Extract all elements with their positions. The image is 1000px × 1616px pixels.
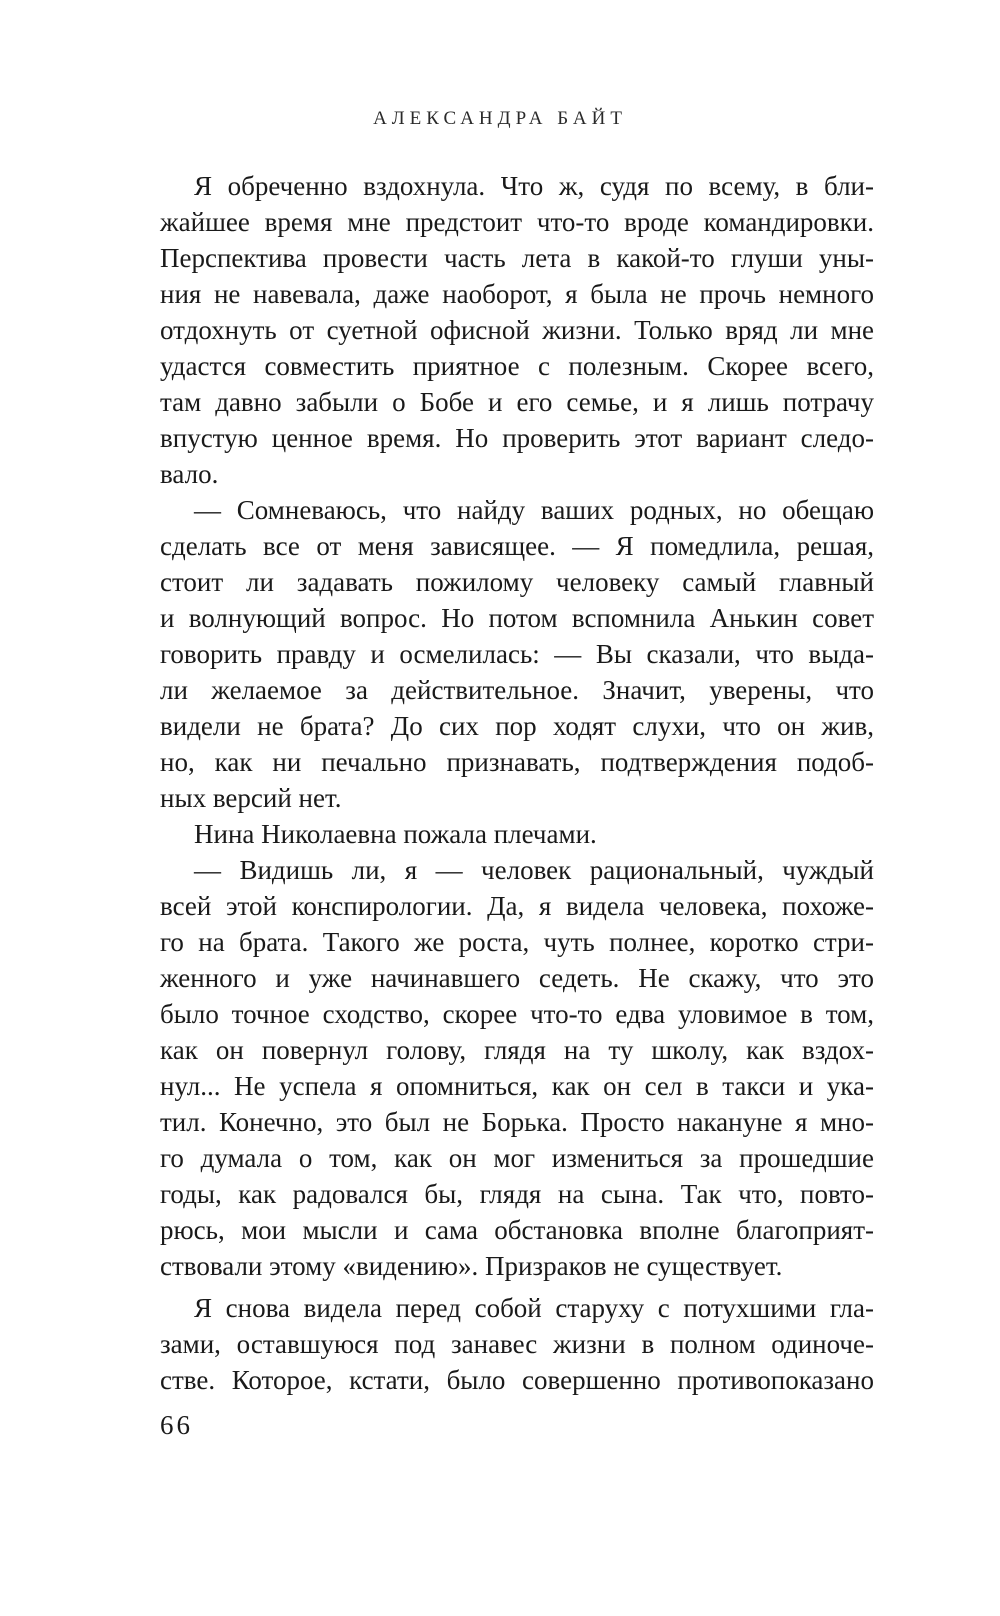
text-line: Перспектива провести часть лета в какой-то глуши уны- <box>160 243 874 273</box>
text-line: зами, оставшуюся под занавес жизни в полном одиноче- <box>160 1329 874 1359</box>
running-head-author: АЛЕКСАНДРА БАЙТ <box>373 108 627 129</box>
text-line: удастся совместить приятное с полезным. Скорее всего, <box>160 351 874 381</box>
text-line: Нина Николаевна пожала плечами. <box>194 819 597 849</box>
text-line: го думала о том, как он мог измениться за прошедшие <box>160 1143 874 1173</box>
text-line: женного и уже начинавшего седеть. Не скажу, что это <box>160 963 874 993</box>
text-line: говорить правду и осмелилась: — Вы сказали, что выда- <box>160 639 874 669</box>
text-line: впустую ценное время. Но проверить этот вариант следо- <box>160 423 874 453</box>
text-line: сделать все от меня зависящее. — Я помедлила, решая, <box>160 531 874 561</box>
text-line: стоит ли задавать пожилому человеку самый главный <box>160 567 874 597</box>
text-line: го на брата. Такого же роста, чуть полнее, коротко стри- <box>160 927 874 957</box>
text-line: было точное сходство, скорее что-то едва уловимое в том, <box>160 999 874 1029</box>
text-line: рюсь, мои мысли и сама обстановка вполне благоприят- <box>160 1215 874 1245</box>
text-line: ных версий нет. <box>160 783 342 813</box>
text-line: видели не брата? До сих пор ходят слухи, что он жив, <box>160 711 874 741</box>
text-line: и волнующий вопрос. Но потом вспомнила Анькин совет <box>160 603 874 633</box>
text-line: вало. <box>160 459 219 489</box>
text-line: — Видишь ли, я — человек рациональный, чуждый <box>194 855 874 885</box>
text-line: жайшее время мне предстоит что-то вроде командировки. <box>160 207 874 237</box>
text-line: — Сомневаюсь, что найду ваших родных, но обещаю <box>194 495 874 525</box>
text-line: как он повернул голову, глядя на ту школу, как вздох- <box>160 1035 874 1065</box>
text-line: но, как ни печально признавать, подтверждения подоб- <box>160 747 874 777</box>
text-line: тил. Конечно, это был не Борька. Просто накануне я мно- <box>160 1107 874 1137</box>
text-line: там давно забыли о Бобе и его семье, и я лишь потрачу <box>160 387 874 417</box>
text-line: ния не навевала, даже наоборот, я была не прочь немного <box>160 279 874 309</box>
text-line: отдохнуть от суетной офисной жизни. Только вряд ли мне <box>160 315 874 345</box>
text-line: годы, как радовался бы, глядя на сына. Так что, повто- <box>160 1179 874 1209</box>
text-line: Я обреченно вздохнула. Что ж, судя по всему, в бли- <box>194 171 874 201</box>
text-line: всей этой конспирологии. Да, я видела человека, похоже- <box>160 891 874 921</box>
text-line: Я снова видела перед собой старуху с потухшими гла- <box>194 1293 874 1323</box>
body-text <box>160 168 874 1398</box>
text-line: нул... Не успела я опомниться, как он сел в такси и ука- <box>160 1071 874 1101</box>
page-number: 66 <box>160 1410 193 1440</box>
text-line: ли желаемое за действительное. Значит, уверены, что <box>160 675 874 705</box>
text-line: стве. Которое, кстати, было совершенно противопоказано <box>160 1365 874 1395</box>
text-line: ствовали этому «видению». Призраков не существует. <box>160 1251 783 1281</box>
